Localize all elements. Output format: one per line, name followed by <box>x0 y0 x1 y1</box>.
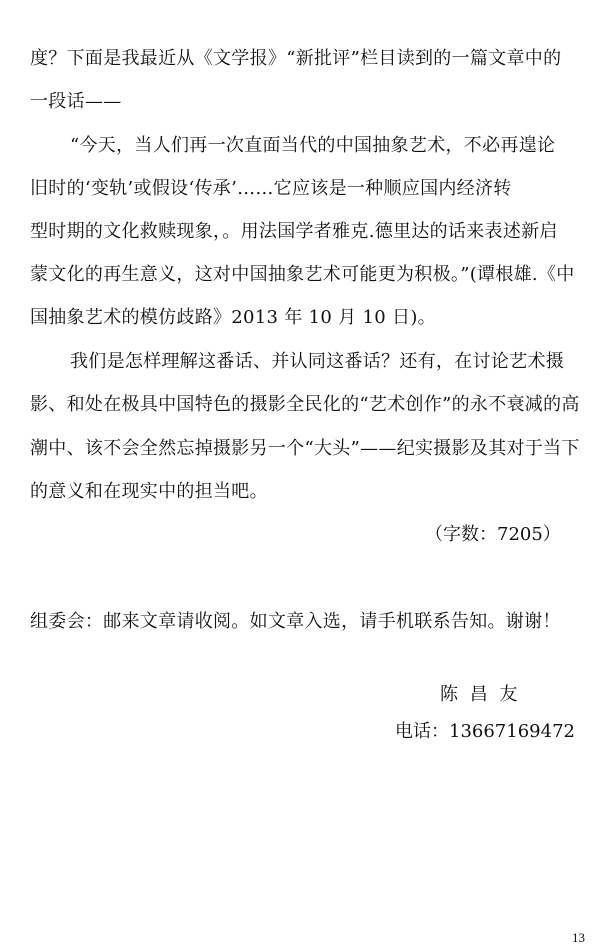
paragraph-2-line-3: 型时期的文化救赎现象，。用法国学者雅克.德里达的话来表述新启 <box>30 221 558 242</box>
author-name: 陈 昌 友 <box>440 684 518 705</box>
paragraph-3-line-2: 影、和处在极具中国特色的摄影全民化的“艺术创作”的永不衰减的高 <box>30 394 580 415</box>
paragraph-3-line-3: 潮中、该不会全然忘掉摄影另一个“大头”——纪实摄影及其对于当下 <box>30 438 580 459</box>
paragraph-2-line-2: 旧时的‘变轨’或假设‘传承’……它应该是一种顺应国内经济转 <box>30 178 512 199</box>
paragraph-3-line-1: 我们是怎样理解这番话、并认同这番话？还有，在讨论艺术摄 <box>70 351 565 372</box>
committee-note: 组委会：邮来文章请收阅。如文章入选，请手机联系告知。谢谢！ <box>30 611 561 632</box>
paragraph-2-line-1: “今天，当人们再一次直面当代的中国抽象艺术，不必再遑论 <box>70 135 556 156</box>
author-phone: 电话：13667169472 <box>395 721 575 742</box>
word-count: （字数：7205） <box>425 524 561 545</box>
paragraph-1-line-1: 度？下面是我最近从《文学报》“新批评”栏目读到的一篇文章中的 <box>30 48 562 69</box>
paragraph-2-line-4: 蒙文化的再生意义，这对中国抽象艺术可能更为积极。”(谭根雄.《中 <box>30 264 575 285</box>
paragraph-1-line-2: 一段话—— <box>30 91 122 112</box>
paragraph-2-line-5: 国抽象艺术的模仿歧路》2013 年 10 月 10 日)。 <box>30 307 436 328</box>
paragraph-3-line-4: 的意义和在现实中的担当吧。 <box>30 481 268 502</box>
page-number: 13 <box>572 930 585 945</box>
